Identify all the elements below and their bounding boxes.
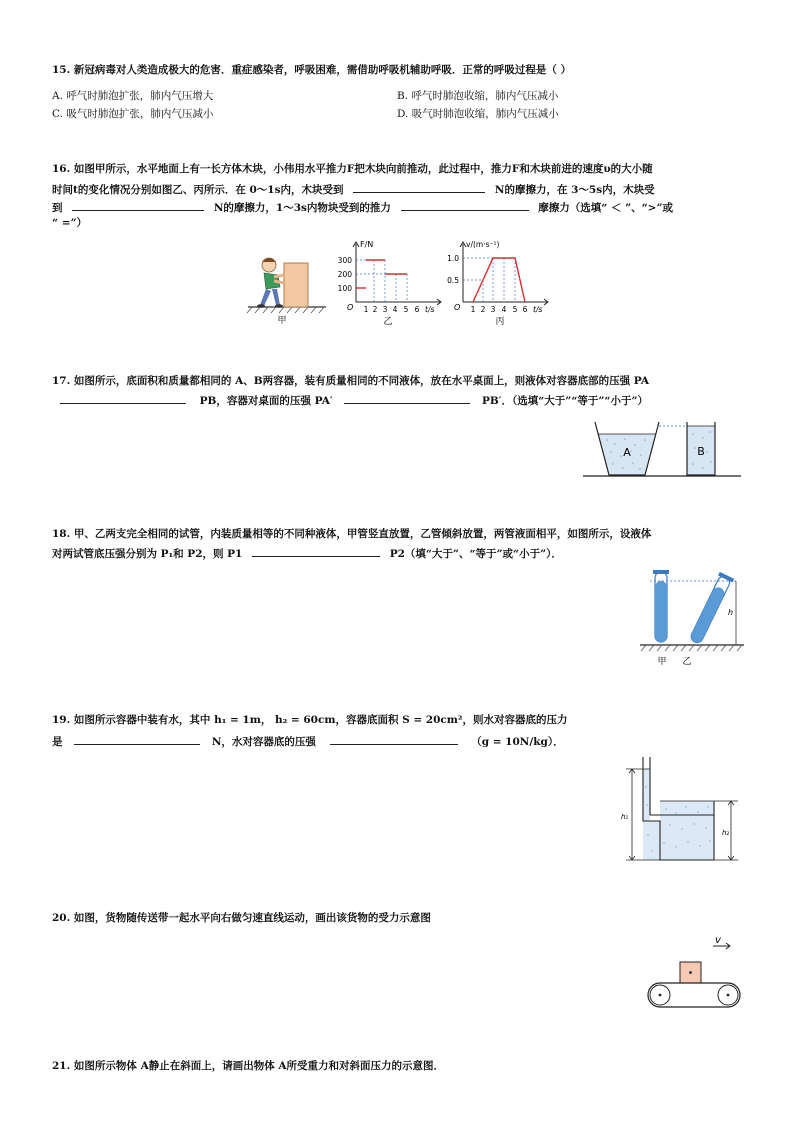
- q16-blank-2[interactable]: [72, 199, 204, 211]
- q19-container-figure: [618, 755, 742, 867]
- q17-text-2a: PB，容器对桌面的压强 PA′: [199, 395, 333, 407]
- q15-option-a[interactable]: A. 呼气时肺泡扩张，肺内气压增大: [52, 90, 214, 102]
- v-xtick-4: 4: [501, 305, 507, 314]
- q16-text-3a: 到: [52, 202, 63, 214]
- v-xtick-3: 3: [490, 305, 496, 314]
- q18-blank-1[interactable]: [252, 545, 380, 557]
- f-xtick-1: 1: [363, 305, 369, 314]
- q18-label-h: h: [728, 608, 734, 617]
- q16-label-jia: 甲: [277, 316, 287, 326]
- q19-text-2b: N，水对容器底的压强: [211, 736, 316, 748]
- q20-label-v: v: [715, 935, 721, 946]
- q17-text-2b: PB′．（选填“大于”“等于”“小于”）: [481, 395, 648, 407]
- f-xlabel: t/s: [425, 305, 435, 314]
- q19-blank-1[interactable]: [74, 733, 200, 745]
- q18-test-tubes-figure: [640, 568, 746, 668]
- q17-stem-line1: 17. 如图所示，底面积和质量都相同的 A、B两容器，装有质量相同的不同液体，放在水平桌面上，则液体对容器底部的压强 PA: [52, 375, 650, 387]
- v-xtick-6: 6: [522, 305, 528, 314]
- q15-option-d[interactable]: D. 吸气时肺泡收缩，肺内气压减小: [397, 108, 559, 120]
- q16-figure-jia: [244, 253, 330, 325]
- q17-label-b: B: [697, 445, 705, 458]
- q19-text-2c: （g = 10N/kg）．: [471, 736, 564, 748]
- q19-label-h1: h₁: [621, 813, 629, 821]
- q20-stem: 20. 如图，货物随传送带一起水平向右做匀速直线运动，画出该货物的受力示意图: [52, 912, 431, 924]
- f-xtick-3: 3: [382, 305, 388, 314]
- q16-chart-v: [445, 238, 555, 326]
- v-xlabel: t/s: [533, 305, 543, 314]
- wooden-block: [284, 263, 308, 307]
- q16-stem-line3: [52, 199, 673, 215]
- q21-stem: 21. 如图所示物体 A静止在斜面上，请画出物体 A所受重力和对斜面压力的示意图．: [52, 1060, 445, 1072]
- q19-blank-2[interactable]: [330, 733, 458, 745]
- v-xtick-5: 5: [512, 305, 518, 314]
- ground-hatch: [247, 307, 326, 313]
- f-ytick-200: 200: [337, 270, 352, 279]
- q19-stem-line1: 19. 如图所示容器中装有水，其中 h₁ = 1m， h₂ = 60cm，容器底面积 S = 20cm²，则水对容器底的压力: [52, 714, 568, 726]
- boy-figure: [257, 258, 284, 308]
- q18-label-yi: 乙: [682, 657, 692, 667]
- q16-text-2b: N的摩擦力，在 3～5s内，木块受: [494, 184, 655, 196]
- q20-conveyor-belt: [648, 983, 740, 1007]
- q16-label-yi: 乙: [383, 317, 393, 327]
- f-xtick-4: 4: [392, 305, 398, 314]
- q15-stem: 15. 新冠病毒对人类造成极大的危害．重症感染者，呼吸困难，需借助呼吸机辅助呼吸．正常的呼吸过程是（ ）: [52, 64, 572, 76]
- q15-option-b[interactable]: B. 呼气时肺泡收缩，肺内气压减小: [397, 90, 559, 102]
- q19-water-tube: [643, 769, 650, 821]
- q16-stem-line2: [52, 181, 655, 197]
- v-ytick-05: 0.5: [447, 276, 459, 285]
- q19-stem-line2: [52, 733, 564, 749]
- q19-label-h2: h₂: [722, 829, 730, 837]
- q16-text-3b: N的摩擦力，1～3s内物块受到的推力: [213, 202, 391, 214]
- q16-blank-3[interactable]: [401, 199, 529, 211]
- q17-blank-1[interactable]: [60, 392, 186, 404]
- f-ylabel: F/N: [360, 240, 374, 249]
- q19-water-body: [660, 801, 714, 860]
- q18-stem-line2: [52, 545, 562, 561]
- q17-blank-2[interactable]: [344, 392, 470, 404]
- q18-text-2b: P2（填“大于”、“等于”或“小于”）．: [389, 548, 562, 560]
- v-ylabel: v/(m·s⁻¹): [466, 240, 500, 249]
- q16-label-bing: 丙: [495, 317, 505, 327]
- v-guide-lines: [463, 258, 515, 302]
- q15-option-c[interactable]: C. 吸气时肺泡扩张，肺内气压减小: [52, 108, 214, 120]
- f-xtick-6: 6: [414, 305, 420, 314]
- v-xtick-2: 2: [480, 305, 486, 314]
- f-guide-lines: [356, 260, 407, 302]
- f-ytick-300: 300: [337, 256, 352, 265]
- v-xtick-1: 1: [470, 305, 476, 314]
- q19-text-2a: 是: [52, 736, 63, 748]
- q16-text-2a: 时间t的变化情况分别如图乙、丙所示．在 0～1s内，木块受到: [52, 184, 344, 196]
- q20-conveyor-figure: [643, 934, 743, 1012]
- q16-blank-1[interactable]: [353, 181, 485, 193]
- q17-stem-line2: [60, 392, 648, 408]
- q16-stem-line1: 16. 如图甲所示，水平地面上有一长方体木块，小伟用水平推力F把木块向前推动，此过程中，推力F和木块前进的速度υ的大小随: [52, 163, 653, 175]
- q18-text-2a: 对两试管底压强分别为 P₁和 P2，则 P1: [52, 548, 243, 560]
- f-ytick-100: 100: [337, 284, 352, 293]
- q17-label-a: A: [623, 446, 631, 459]
- q16-stem-line4: “ =”）: [52, 217, 88, 229]
- q16-text-3c: 摩擦力（选填“ ＜ ”、“>”或: [538, 202, 674, 214]
- q18-label-jia: 甲: [657, 657, 667, 667]
- f-origin: O: [347, 303, 354, 312]
- v-origin: O: [454, 303, 461, 312]
- f-xtick-5: 5: [403, 305, 409, 314]
- q17-containers-figure: [583, 418, 743, 480]
- f-xtick-2: 2: [372, 305, 378, 314]
- q18-stem-line1: 18. 甲、乙两支完全相同的试管，内装质量相等的不同种液体，甲管竖直放置，乙管倾斜放置，两管液面相平，如图所示，设液体: [52, 528, 652, 540]
- q16-chart-f: [336, 238, 446, 326]
- v-ytick-1: 1.0: [447, 254, 459, 263]
